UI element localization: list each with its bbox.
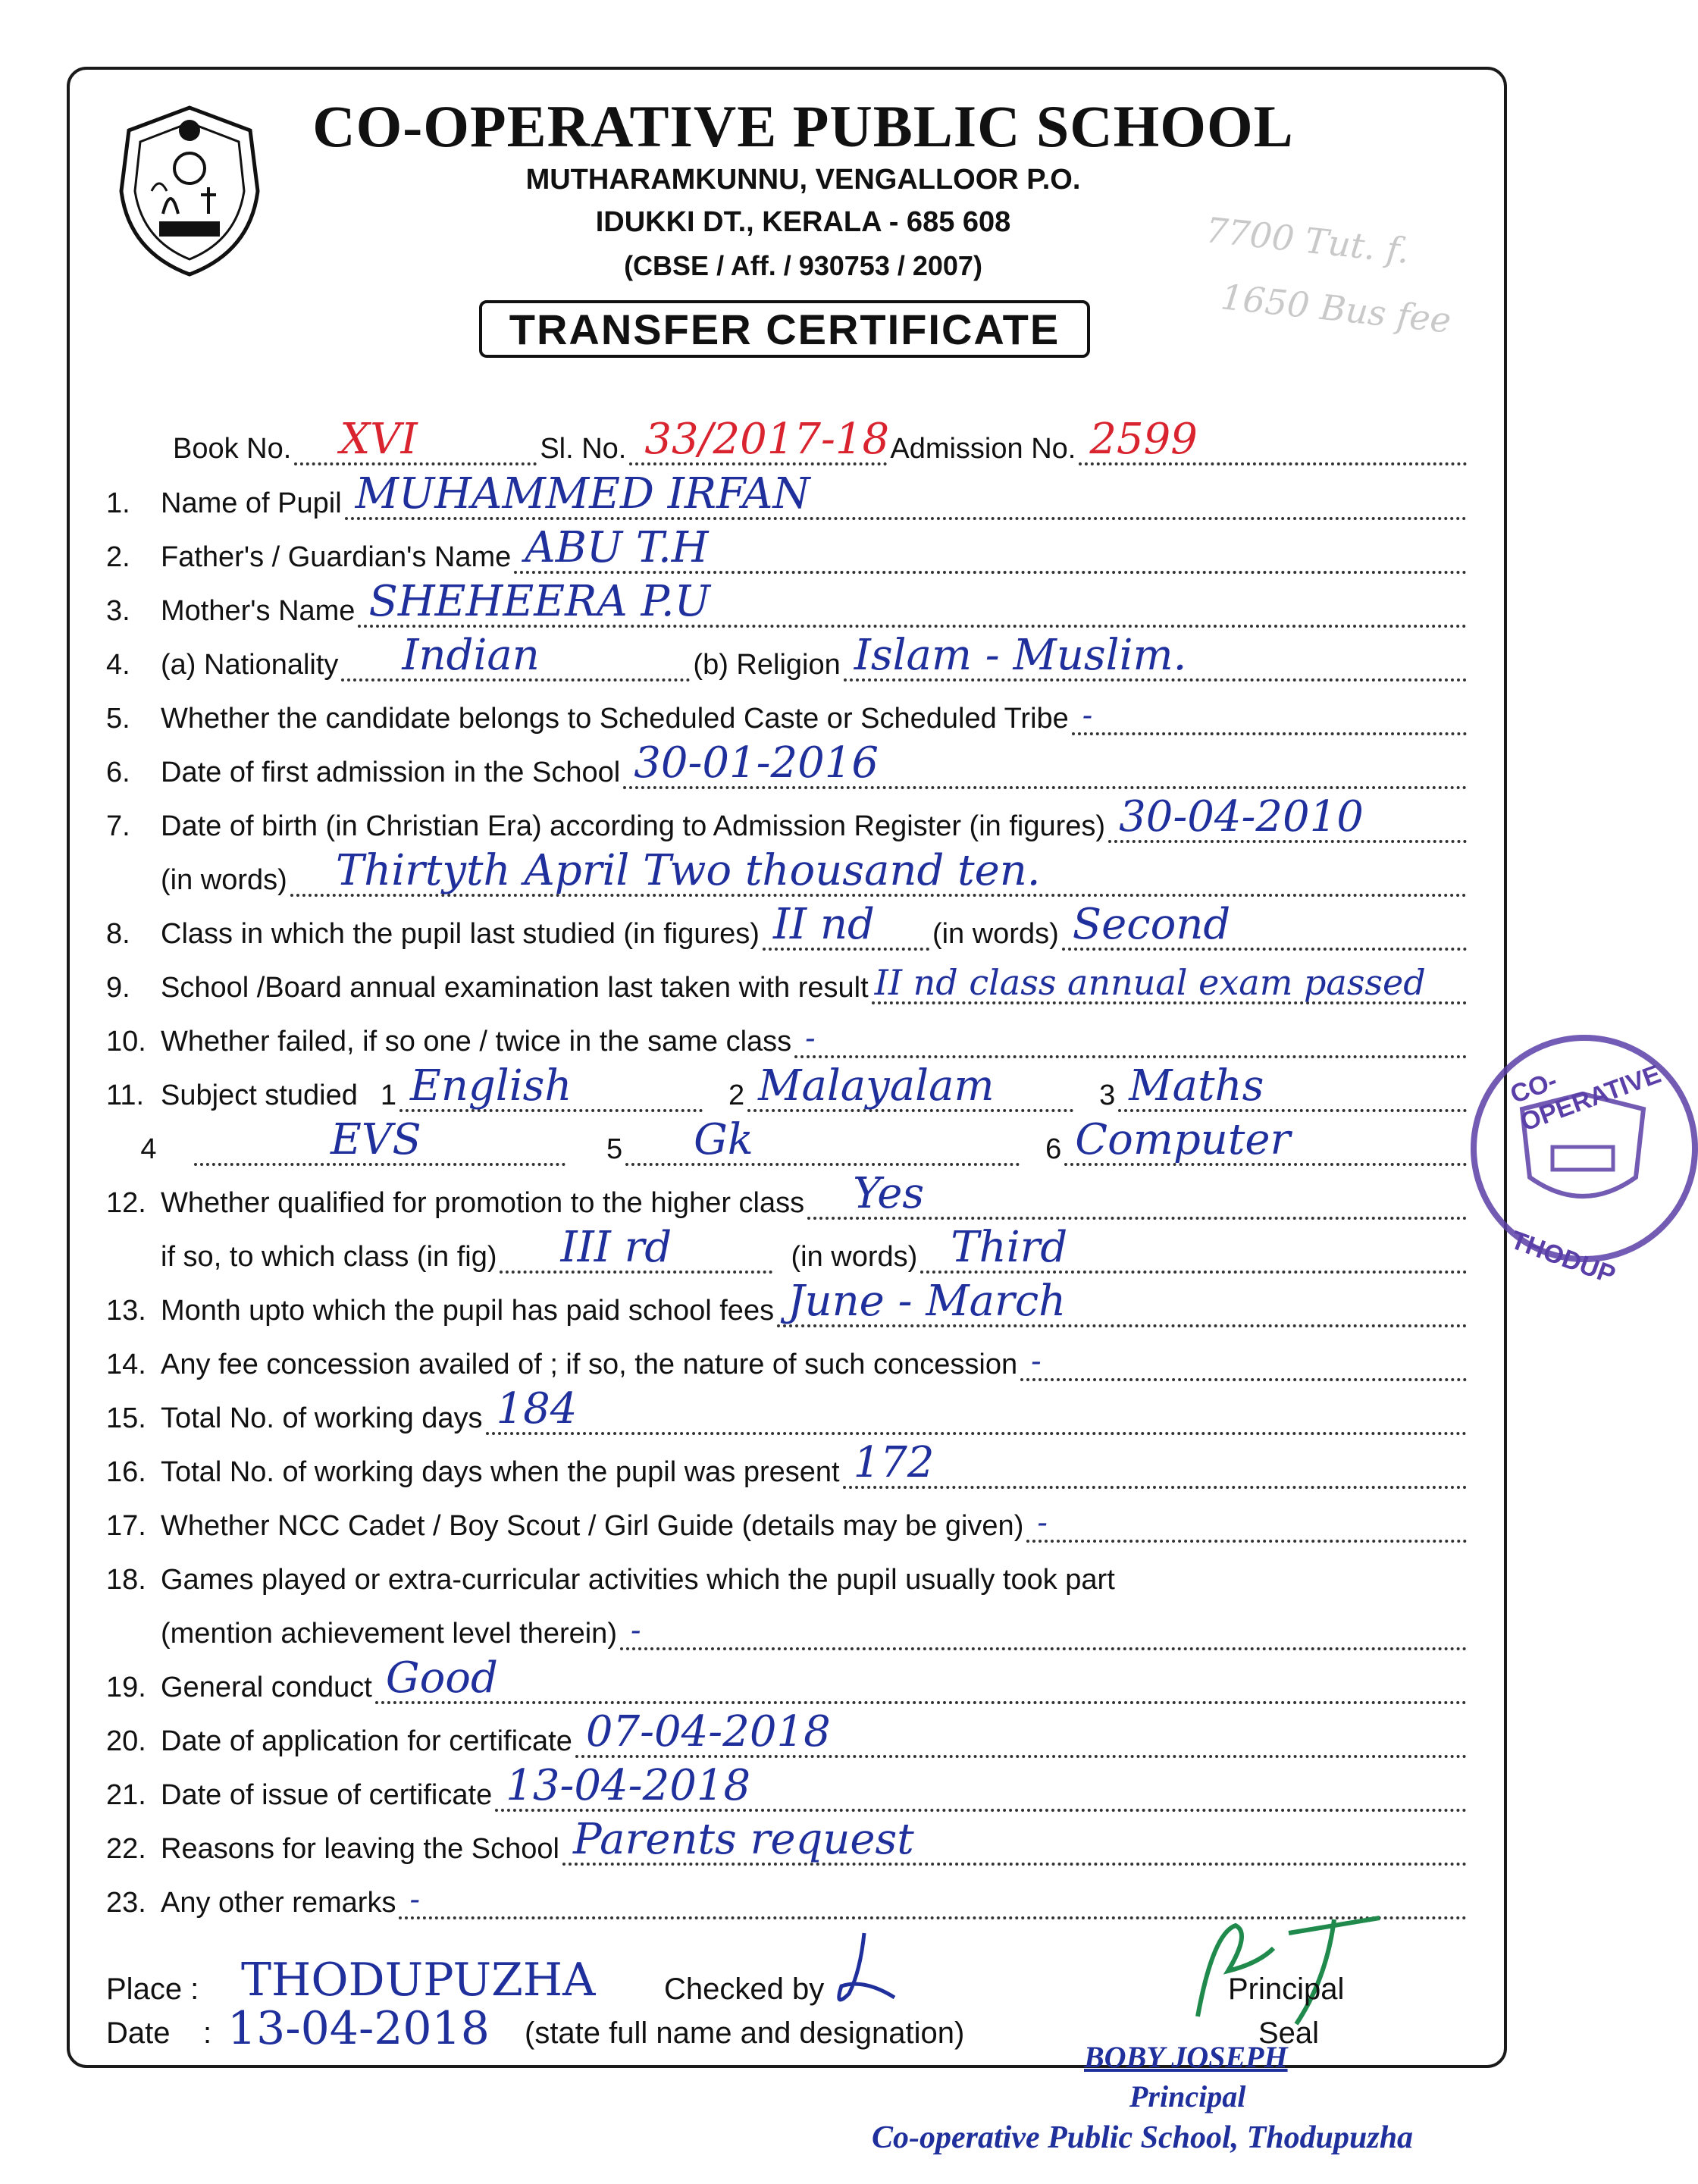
fee-concession-label: Any fee concession availed of ; if so, the nature of such concession bbox=[161, 1349, 1018, 1380]
field-row-exam-result: 9. School /Board annual examination last taken with result II nd class annual exam passed bbox=[106, 957, 1470, 1004]
field-row-working-days: 15. Total No. of working days 184 bbox=[106, 1388, 1470, 1435]
reason-value: Parents request bbox=[573, 1815, 914, 1864]
checker-signature-icon bbox=[819, 1925, 902, 2016]
field-row-caste-tribe: 5. Whether the candidate belongs to Scheduled Caste or Scheduled Tribe - bbox=[106, 688, 1470, 735]
field-row-guardian-name: 2. Father's / Guardian's Name ABU T.H bbox=[106, 527, 1470, 574]
remarks-label: Any other remarks bbox=[161, 1887, 396, 1919]
promotion-class-words-value: Third bbox=[951, 1223, 1068, 1272]
reason-label: Reasons for leaving the School bbox=[161, 1833, 559, 1865]
promotion-label: Whether qualified for promotion to the higher class bbox=[161, 1187, 805, 1219]
affiliation-number: (CBSE / Aff. / 930753 / 2007) bbox=[624, 250, 982, 281]
field-row-promotion: 12. Whether qualified for promotion to the higher class Yes bbox=[106, 1173, 1470, 1220]
name-of-pupil-value: MUHAMMED IRFAN bbox=[355, 469, 810, 519]
class-last-studied-words-value: Second bbox=[1072, 900, 1231, 949]
achievement-value: - bbox=[630, 1613, 641, 1648]
class-last-studied-value: II nd bbox=[772, 900, 875, 949]
place-label: Place : bbox=[106, 1972, 199, 2006]
field-row-first-admission: 6. Date of first admission in the School 30-01-2016 bbox=[106, 742, 1470, 789]
signatory-school: Co-operative Public School, Thodupuzha bbox=[872, 2120, 1414, 2155]
subject-3-value: Maths bbox=[1129, 1061, 1264, 1111]
seal-label: Seal bbox=[1258, 2016, 1320, 2050]
nationality-value: Indian bbox=[402, 631, 540, 680]
conduct-label: General conduct bbox=[161, 1672, 372, 1703]
subject-4-value: EVS bbox=[331, 1115, 421, 1164]
sl-no-value: 33/2017-18 bbox=[644, 415, 890, 464]
fees-paid-label: Month upto which the pupil has paid school fees bbox=[161, 1295, 775, 1327]
dob-words-value: Thirtyth April Two thousand ten. bbox=[335, 846, 1041, 895]
failed-label: Whether failed, if so one / twice in the same class bbox=[161, 1026, 792, 1058]
field-row-conduct: 19. General conduct Good bbox=[106, 1657, 1470, 1704]
days-present-label: Total No. of working days when the pupil was present bbox=[161, 1456, 840, 1488]
ncc-value: - bbox=[1037, 1506, 1048, 1540]
stamp-top-text: CO-OPERATIVE bbox=[1506, 1059, 1665, 1137]
nationality-label: (a) Nationality bbox=[161, 649, 339, 681]
certificate-title: TRANSFER CERTIFICATE bbox=[479, 300, 1090, 358]
issue-date-value: 13-04-2018 bbox=[506, 1761, 751, 1810]
subject-5-value: Gk bbox=[694, 1115, 753, 1164]
field-row-dob-figures: 7. Date of birth (in Christian Era) according to Admission Register (in figures) 30-04-2010 bbox=[106, 796, 1470, 843]
promotion-class-words-label: (in words) bbox=[791, 1241, 918, 1273]
ncc-label: Whether NCC Cadet / Boy Scout / Girl Guide (details may be given) bbox=[161, 1510, 1024, 1542]
field-row-subjects-2: 4 EVS 5 Gk 6 Computer bbox=[106, 1119, 1470, 1166]
field-row-failed: 10. Whether failed, if so one / twice in the same class - bbox=[106, 1011, 1470, 1058]
dob-words-label: (in words) bbox=[161, 864, 287, 896]
field-row-application-date: 20. Date of application for certificate 07-04-2018 bbox=[106, 1711, 1470, 1758]
caste-tribe-label: Whether the candidate belongs to Scheduled Caste or Scheduled Tribe bbox=[161, 703, 1069, 735]
pencil-note-line-2: 1650 Bus fee bbox=[1219, 276, 1453, 341]
issue-date-label: Date of issue of certificate bbox=[161, 1779, 493, 1811]
signatory-name: BOBY JOSEPH bbox=[1084, 2040, 1288, 2074]
sl-no-label: Sl. No. bbox=[540, 433, 627, 465]
application-date-label: Date of application for certificate bbox=[161, 1725, 572, 1757]
place-value: THODUPUZHA bbox=[241, 1954, 596, 2007]
field-row-subjects-1: 11. Subject studied 1 English 2 Malayalam 3 Maths bbox=[106, 1065, 1470, 1112]
date-colon: : bbox=[203, 2016, 212, 2050]
admission-no-label: Admission No. bbox=[890, 433, 1076, 465]
field-row-class-last-studied: 8. Class in which the pupil last studied (in figures) II nd (in words) Second bbox=[106, 904, 1470, 951]
first-admission-label: Date of first admission in the School bbox=[161, 757, 621, 788]
fee-concession-value: - bbox=[1031, 1344, 1042, 1379]
remarks-value: - bbox=[409, 1882, 420, 1917]
subjects-label: Subject studied bbox=[161, 1079, 358, 1111]
promotion-value: Yes bbox=[853, 1169, 925, 1218]
dob-figures-label: Date of birth (in Christian Era) according to Admission Register (in figures) bbox=[161, 810, 1106, 842]
mother-name-value: SHEHEERA P.U bbox=[368, 577, 710, 626]
dob-figures-value: 30-04-2010 bbox=[1119, 792, 1364, 841]
stamp-bottom-text: THODUP bbox=[1507, 1225, 1619, 1290]
guardian-name-value: ABU T.H bbox=[525, 523, 709, 572]
subject-1-value: English bbox=[409, 1061, 572, 1111]
state-name-label: (state full name and designation) bbox=[525, 2016, 965, 2050]
book-no-value: XVI bbox=[340, 415, 418, 464]
promotion-class-label: if so, to which class (in fig) bbox=[161, 1241, 497, 1273]
fees-paid-value: June - March bbox=[788, 1277, 1067, 1326]
admission-no-value: 2599 bbox=[1089, 415, 1198, 464]
working-days-label: Total No. of working days bbox=[161, 1402, 483, 1434]
field-row-issue-date: 21. Date of issue of certificate 13-04-2018 bbox=[106, 1765, 1470, 1812]
class-last-studied-words-label: (in words) bbox=[932, 918, 1059, 950]
pencil-note-line-1: 7700 Tut. f. bbox=[1203, 209, 1411, 271]
religion-label: (b) Religion bbox=[693, 649, 841, 681]
first-admission-value: 30-01-2016 bbox=[634, 738, 879, 788]
caste-tribe-value: - bbox=[1082, 698, 1093, 733]
field-row-fees-paid: 13. Month upto which the pupil has paid school fees June - March bbox=[106, 1280, 1470, 1327]
checked-by-label: Checked by bbox=[664, 1972, 825, 2006]
field-row-mother-name: 3. Mother's Name SHEHEERA P.U bbox=[106, 581, 1470, 628]
field-row-reason: 22. Reasons for leaving the School Parents request bbox=[106, 1819, 1470, 1866]
field-row-name-of-pupil: 1. Name of Pupil MUHAMMED IRFAN bbox=[106, 473, 1470, 520]
signatory-title: Principal bbox=[1129, 2079, 1246, 2113]
principal-label: Principal bbox=[1228, 1972, 1345, 2006]
exam-result-value: II nd class annual exam passed bbox=[874, 962, 1426, 1003]
book-sl-admission-row bbox=[173, 415, 1470, 465]
field-row-games: 18. Games played or extra-curricular activities which the pupil usually took part bbox=[106, 1564, 1115, 1596]
date-label: Date bbox=[106, 2016, 171, 2050]
field-row-ncc: 17. Whether NCC Cadet / Boy Scout / Girl Guide (details may be given) - bbox=[106, 1496, 1470, 1543]
field-row-achievement bbox=[106, 1603, 1470, 1650]
field-row-remarks: 23. Any other remarks - bbox=[106, 1872, 1470, 1919]
promotion-class-value: III rd bbox=[560, 1223, 672, 1272]
games-label: Games played or extra-curricular activities which the pupil usually took part bbox=[161, 1564, 1115, 1596]
field-row-promotion-class bbox=[106, 1223, 1470, 1274]
address-line-2: IDUKKI DT., KERALA - 685 608 bbox=[595, 206, 1011, 238]
subject-6-value: Computer bbox=[1075, 1115, 1291, 1164]
guardian-name-label: Father's / Guardian's Name bbox=[161, 541, 512, 573]
religion-value: Islam - Muslim. bbox=[854, 631, 1187, 680]
working-days-value: 184 bbox=[496, 1384, 578, 1434]
achievement-label: (mention achievement level therein) bbox=[161, 1618, 617, 1650]
address-line-1: MUTHARAMKUNNU, VENGALLOOR P.O. bbox=[525, 164, 1081, 196]
name-of-pupil-label: Name of Pupil bbox=[161, 487, 342, 519]
school-name: CO-OPERATIVE PUBLIC SCHOOL bbox=[312, 93, 1294, 159]
class-last-studied-label: Class in which the pupil last studied (in figures) bbox=[161, 918, 760, 950]
field-row-nationality-religion: 4. (a) Nationality Indian (b) Religion Islam - Muslim. bbox=[106, 635, 1470, 682]
date-value: 13-04-2018 bbox=[227, 2002, 490, 2055]
failed-value: - bbox=[805, 1021, 816, 1056]
subject-2-value: Malayalam bbox=[758, 1061, 995, 1111]
field-row-dob-words bbox=[106, 846, 1470, 897]
days-present-value: 172 bbox=[853, 1438, 935, 1487]
exam-result-label: School /Board annual examination last taken with result bbox=[161, 972, 869, 1004]
conduct-value: Good bbox=[385, 1653, 498, 1703]
field-row-days-present: 16. Total No. of working days when the pupil was present 172 bbox=[106, 1442, 1470, 1489]
application-date-value: 07-04-2018 bbox=[585, 1707, 831, 1756]
mother-name-label: Mother's Name bbox=[161, 595, 356, 627]
field-row-fee-concession: 14. Any fee concession availed of ; if so, the nature of such concession - bbox=[106, 1334, 1470, 1381]
book-no-label: Book No. bbox=[173, 433, 292, 465]
